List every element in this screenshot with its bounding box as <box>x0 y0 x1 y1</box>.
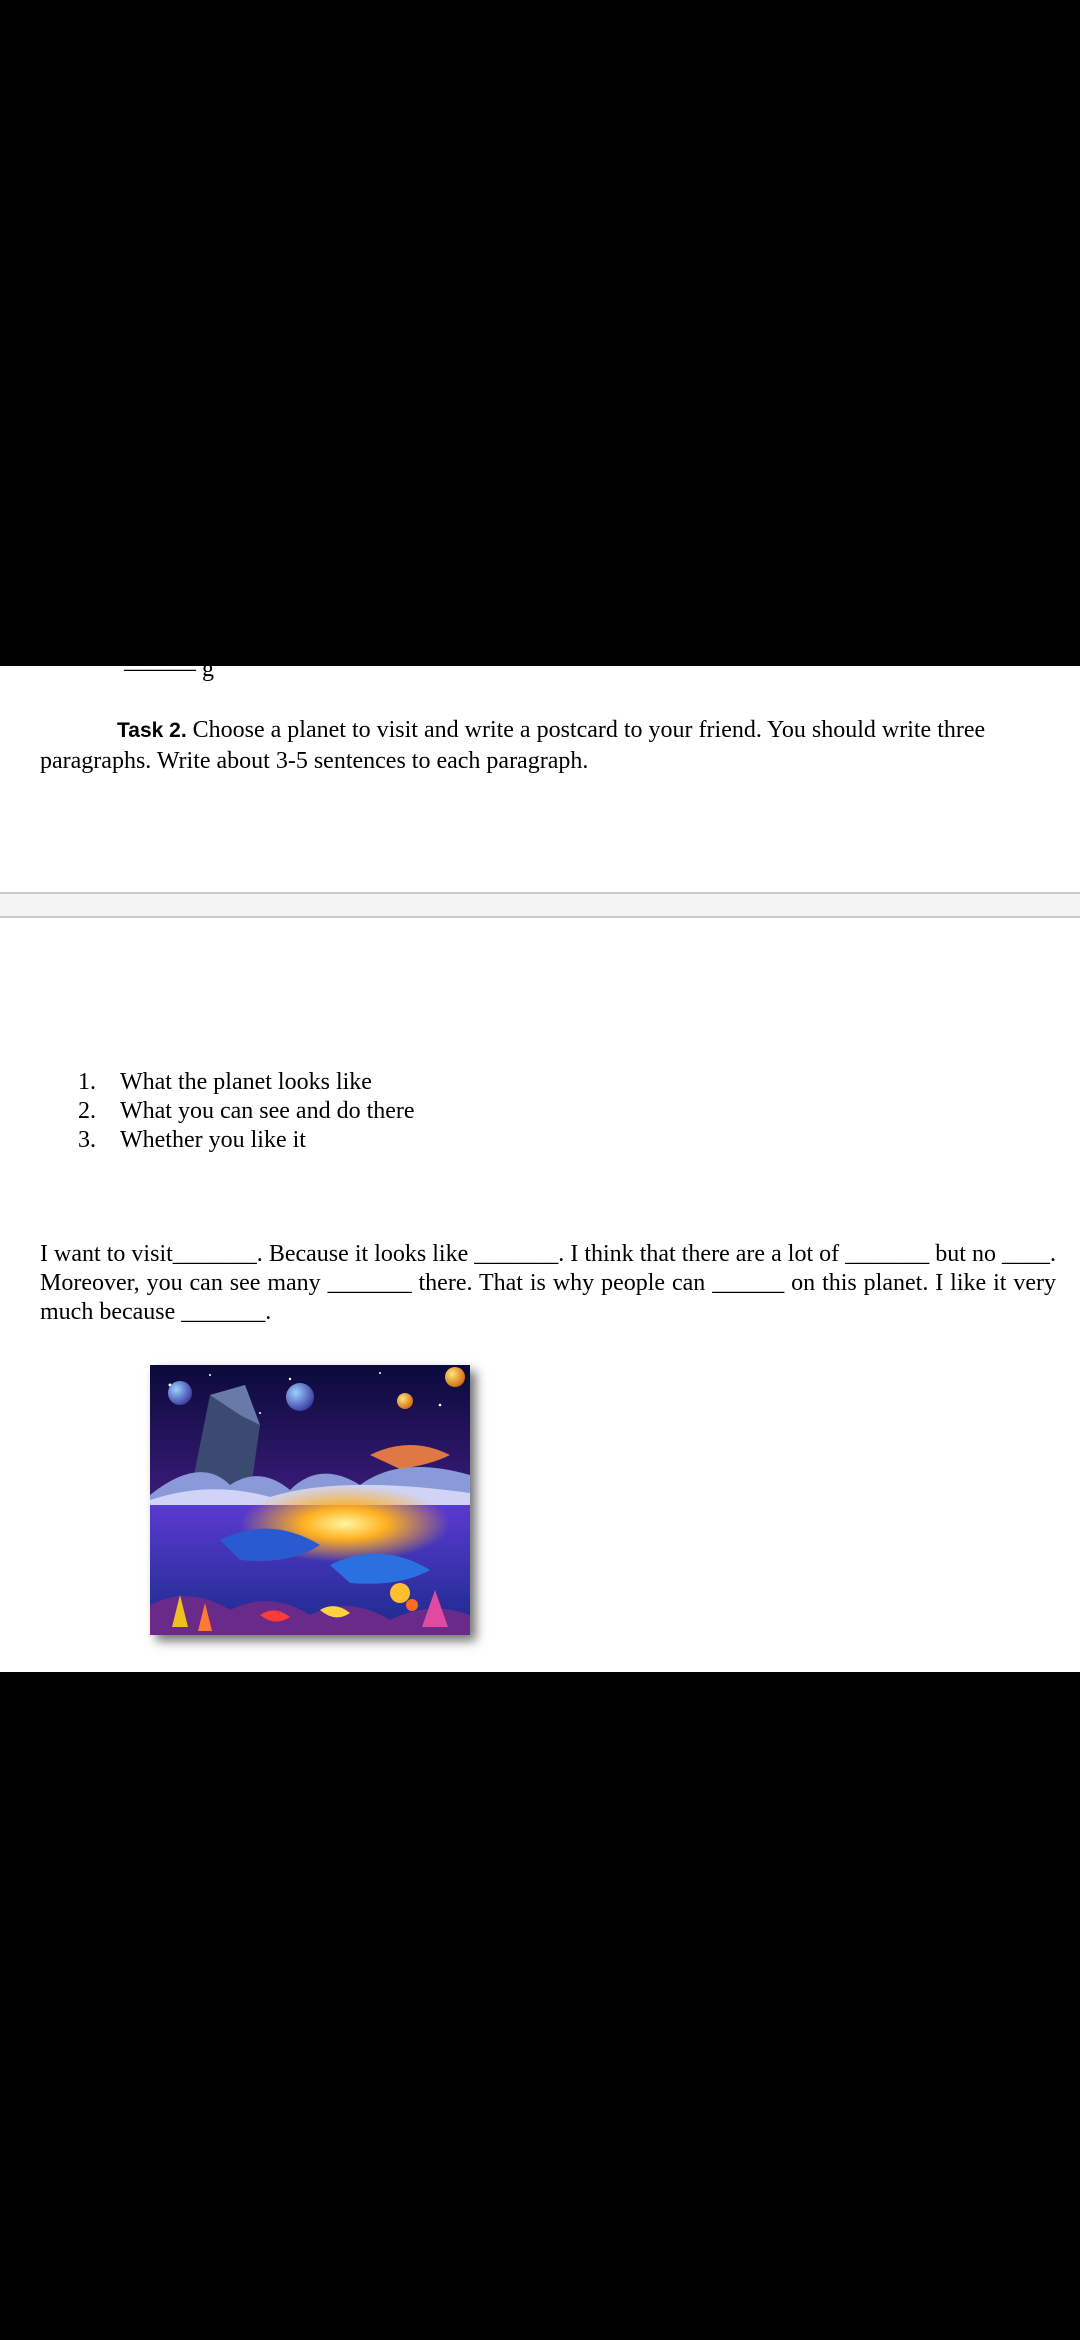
document-page-2 <box>0 918 1080 1672</box>
space-ocean-illustration <box>150 1365 470 1635</box>
list-item <box>78 1126 415 1155</box>
document-page-1 <box>0 656 1080 892</box>
list-item <box>78 1068 415 1097</box>
list-number: 1. <box>78 1069 96 1095</box>
list-item <box>78 1097 415 1126</box>
list-text: What you can see and do there <box>120 1098 415 1124</box>
cut-off-text-line: ——— g <box>124 656 214 682</box>
list-text: Whether you like it <box>120 1127 306 1153</box>
task-label: Task 2. <box>117 719 187 742</box>
document-viewer[interactable] <box>0 656 1080 1672</box>
question-list <box>78 1068 415 1155</box>
illustration-artwork <box>150 1365 470 1635</box>
task-instructions <box>40 715 1050 777</box>
page-separator <box>0 892 1080 918</box>
list-number: 2. <box>78 1098 96 1124</box>
list-number: 3. <box>78 1127 96 1153</box>
task-text: Choose a planet to visit and write a postcard to your friend. You should write three paragraphs. Write about 3-5 sentences to each paragraph. <box>40 717 986 774</box>
list-text: What the planet looks like <box>120 1069 372 1095</box>
cloze-paragraph: I want to visit_______. Because it looks like _______. I think that there are a lot of _______ but no ____. Moreover, you can see many _______ there. That is why people can ______ on this planet. I like it very much because _______. <box>40 1241 1056 1325</box>
